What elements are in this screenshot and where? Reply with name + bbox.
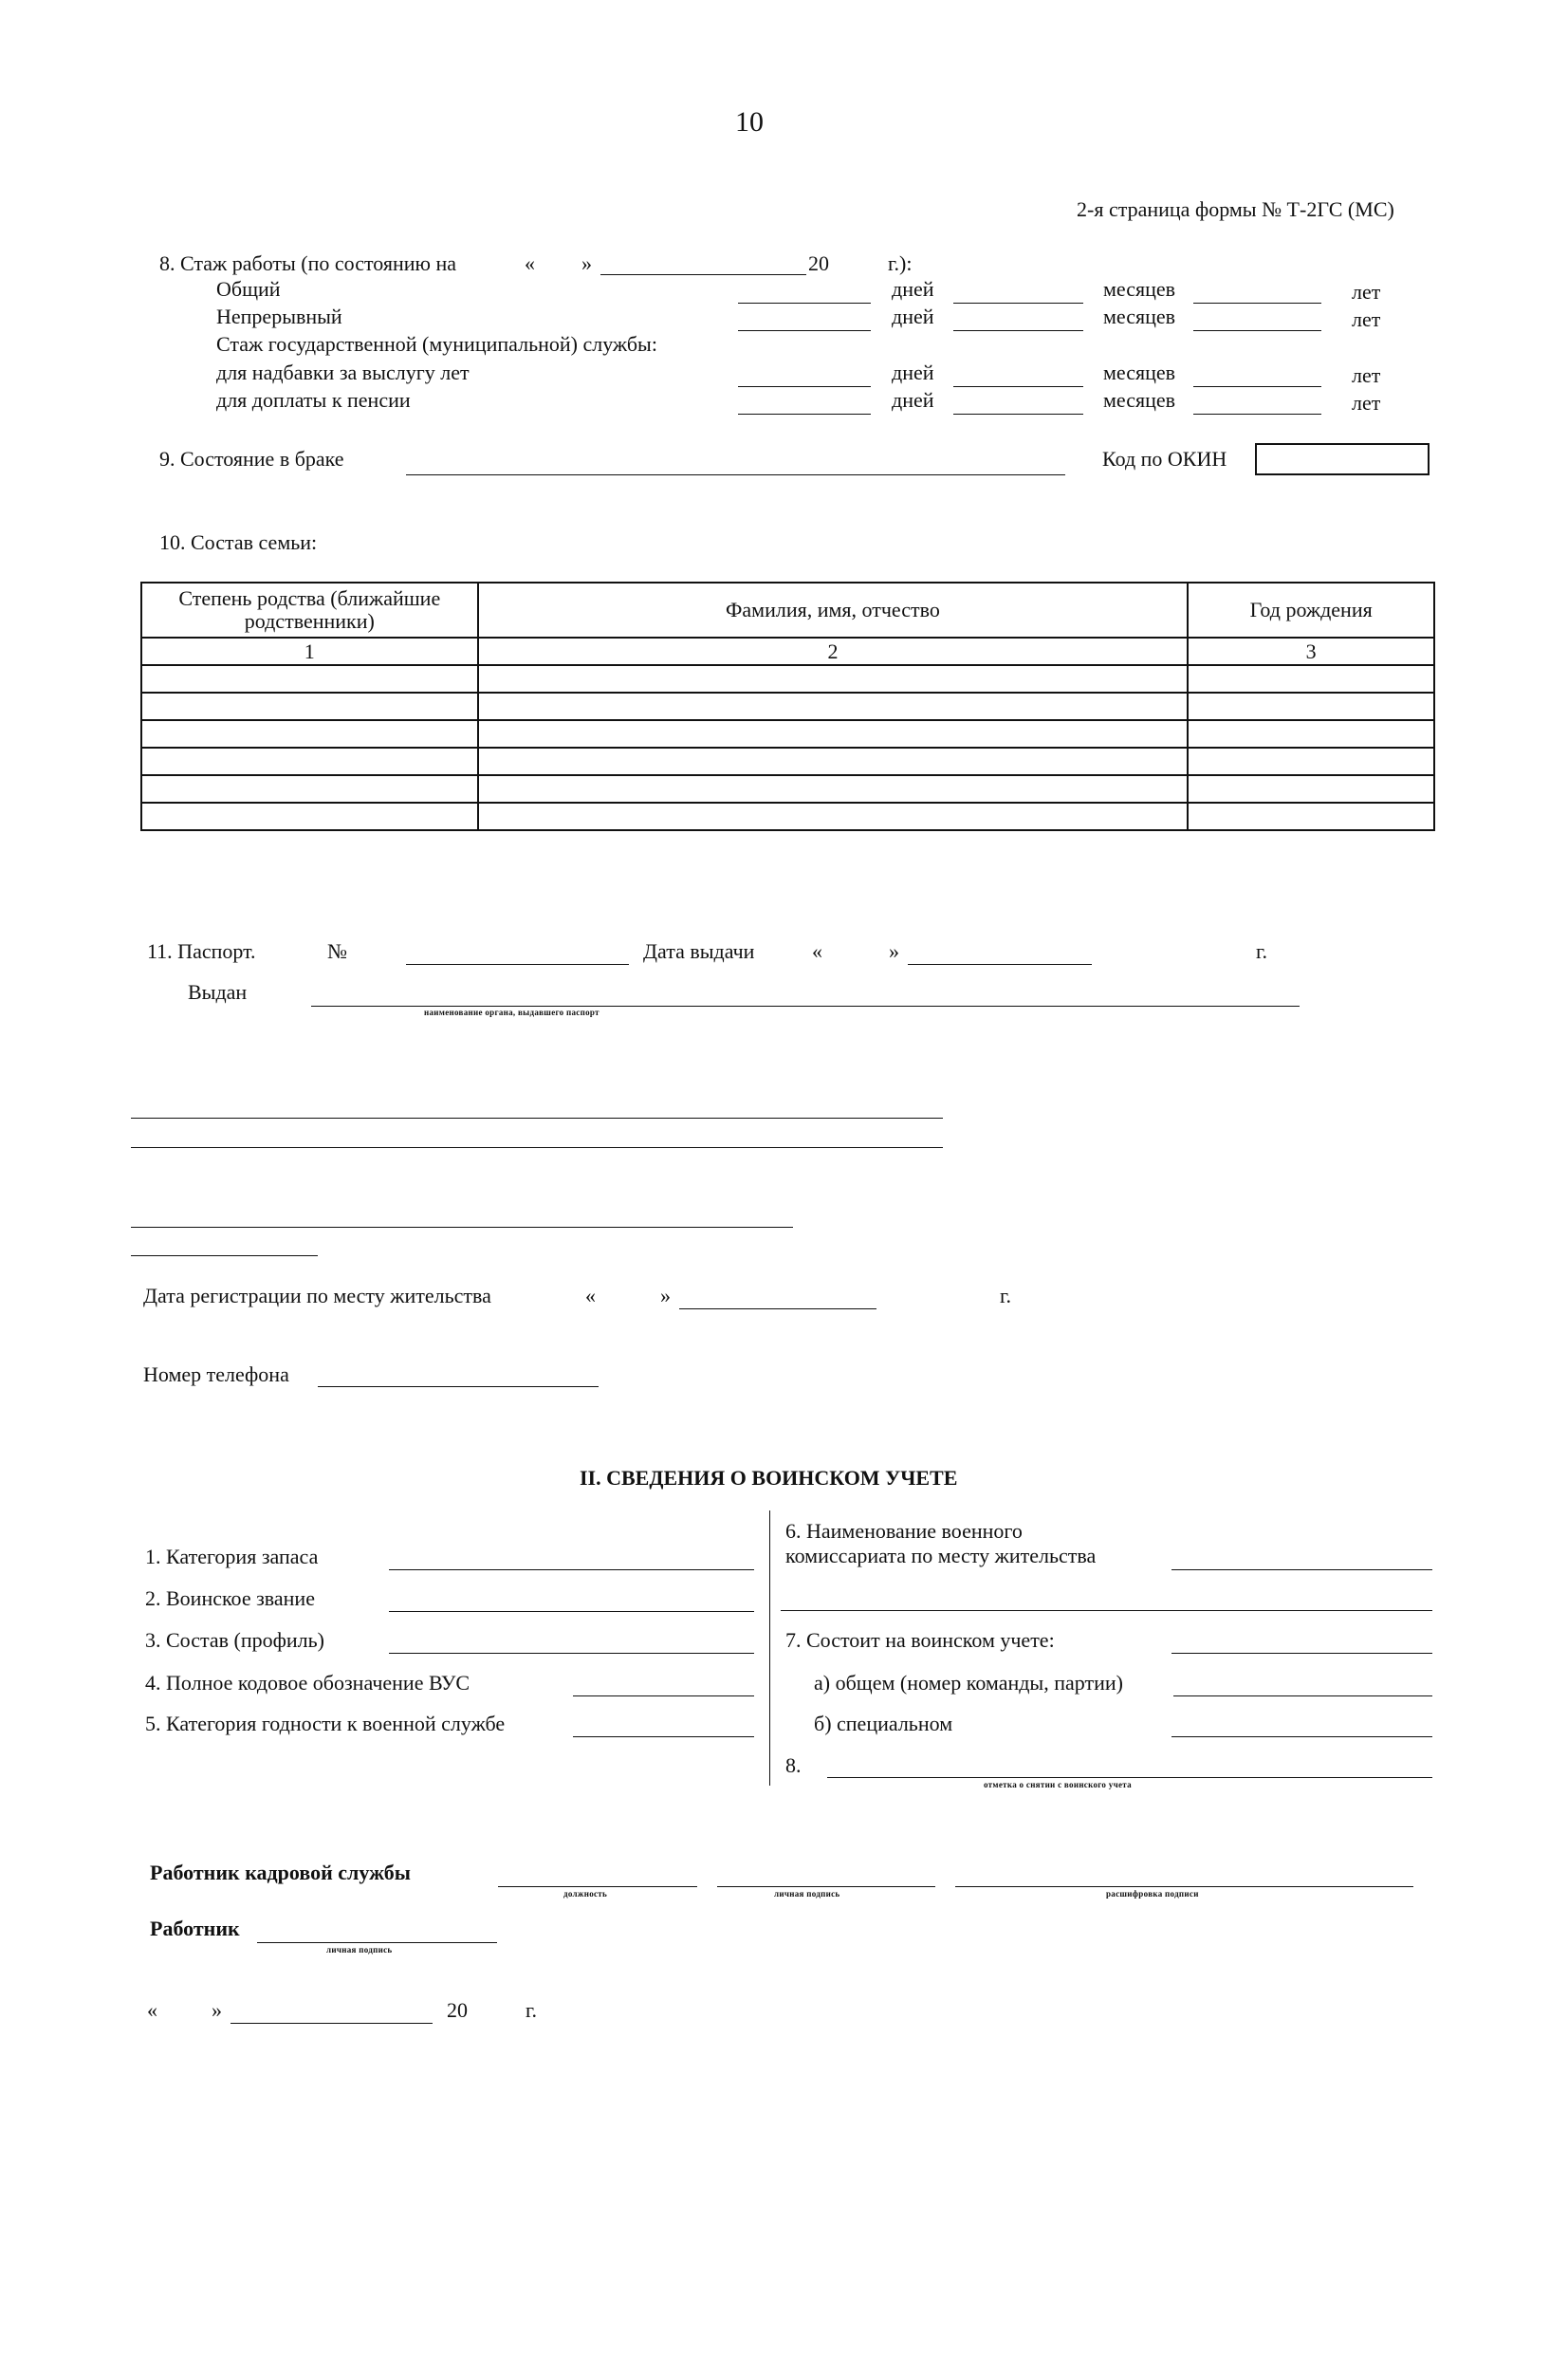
table-cell[interactable] [1188,720,1434,748]
worker-signature-caption: личная подпись [326,1945,393,1955]
years-label: лет [1352,363,1381,387]
experience-row-label: для надбавки за выслугу лет [216,361,470,384]
military-section-title: II. СВЕДЕНИЯ О ВОИНСКОМ УЧЕТЕ [580,1466,958,1490]
vus-code-blank[interactable] [573,1695,754,1696]
months-blank[interactable] [953,386,1083,387]
military-field-label: 5. Категория годности к военной службе [145,1712,506,1735]
issued-by-continuation-blank[interactable] [131,1147,943,1148]
years-blank[interactable] [1193,414,1321,415]
table-cell[interactable] [1188,803,1434,830]
table-cell[interactable] [1188,748,1434,775]
general-registration-label: а) общем (номер команды, партии) [814,1671,1123,1695]
years-label: лет [1352,391,1381,415]
signature-caption: личная подпись [774,1889,840,1899]
reserve-category-blank[interactable] [389,1569,754,1570]
days-label: дней [892,277,934,301]
months-label: месяцев [1103,305,1176,328]
worker-label: Работник [150,1917,240,1940]
issued-by-continuation-blank[interactable] [131,1118,943,1119]
year-prefix: 20 [808,251,829,275]
experience-row-label: для доплаты к пенсии [216,388,411,412]
year-prefix: 20 [447,1998,468,2022]
year-suffix: г. [1000,1284,1012,1307]
registration-date-blank[interactable] [679,1308,876,1309]
quote-close: » [581,251,592,275]
days-label: дней [892,361,934,384]
quote-open: « [525,251,535,275]
years-blank[interactable] [1193,386,1321,387]
marital-status-label: 9. Состояние в браке [159,447,344,471]
table-row [141,803,1434,830]
year-suffix: г.): [888,251,913,275]
military-registration-blank[interactable] [1171,1653,1432,1654]
composition-blank[interactable] [389,1653,754,1654]
commissariat-label: 6. Наименование военного [785,1519,1023,1543]
table-cell[interactable] [478,775,1189,803]
experience-row-label: Непрерывный [216,305,342,328]
military-rank-blank[interactable] [389,1611,754,1612]
year-suffix: г. [1256,939,1268,963]
quote-open: « [585,1284,596,1307]
column-number: 1 [141,638,478,665]
table-row [141,665,1434,693]
quote-close: » [889,939,899,963]
months-blank[interactable] [953,414,1083,415]
section-8-title: 8. Стаж работы (по состоянию на [159,251,457,275]
table-row [141,693,1434,720]
commissariat-blank[interactable] [781,1610,1432,1611]
days-blank[interactable] [738,414,871,415]
hr-signature-blank[interactable] [717,1886,935,1887]
table-row [141,720,1434,748]
page-number: 10 [735,106,764,138]
quote-close: » [660,1284,671,1307]
issued-by-label: Выдан [188,980,248,1004]
table-cell[interactable] [1188,665,1434,693]
months-blank[interactable] [953,330,1083,331]
deregistration-label: 8. [785,1753,802,1777]
column-header-relation: Степень родства (ближайшие родственники) [141,583,478,638]
year-suffix: г. [526,1998,538,2022]
table-cell[interactable] [141,720,478,748]
family-composition-label: 10. Состав семьи: [159,530,318,554]
deregistration-caption: отметка о снятии с воинского учета [984,1780,1132,1789]
special-registration-label: б) специальном [814,1712,953,1735]
phone-blank[interactable] [318,1386,599,1387]
deregistration-blank[interactable] [827,1777,1432,1778]
days-blank[interactable] [738,330,871,331]
family-table [140,582,1435,831]
table-cell[interactable] [141,775,478,803]
table-cell[interactable] [478,803,1189,830]
issued-by-blank[interactable] [311,1006,1300,1007]
days-label: дней [892,388,934,412]
experience-row-label: Общий [216,277,281,301]
months-blank[interactable] [953,303,1083,304]
quote-open: « [147,1998,157,2022]
days-label: дней [892,305,934,328]
passport-number-sign: № [327,939,347,963]
military-field-label: 2. Воинское звание [145,1586,315,1610]
hr-worker-label: Работник кадровой службы [150,1861,411,1884]
column-header-name: Фамилия, имя, отчество [478,583,1189,638]
years-blank[interactable] [1193,303,1321,304]
issued-by-caption: наименование органа, выдавшего паспорт [424,1008,600,1017]
years-label: лет [1352,307,1381,331]
table-cell[interactable] [141,748,478,775]
date-month-blank[interactable] [600,274,806,275]
military-field-label: 1. Категория запаса [145,1545,319,1568]
table-row [141,748,1434,775]
military-field-label: 4. Полное кодовое обозначение ВУС [145,1671,470,1695]
table-cell[interactable] [1188,775,1434,803]
months-label: месяцев [1103,388,1176,412]
column-number: 3 [1188,638,1434,665]
column-number: 2 [478,638,1189,665]
table-row [141,775,1434,803]
quote-close: » [212,1998,222,2022]
okin-code-label: Код по ОКИН [1102,447,1227,471]
hr-signature-decode-blank[interactable] [955,1886,1413,1887]
months-label: месяцев [1103,361,1176,384]
table-cell[interactable] [141,665,478,693]
form-reference: 2-я страница формы № Т-2ГС (МС) [1077,197,1394,221]
column-header-birth-year: Год рождения [1188,583,1434,638]
table-cell[interactable] [478,693,1189,720]
passport-label: 11. Паспорт. [147,939,256,963]
fitness-category-blank[interactable] [573,1736,754,1737]
issue-date-label: Дата выдачи [643,939,755,963]
table-cell[interactable] [1188,693,1434,720]
table-cell[interactable] [141,693,478,720]
days-blank[interactable] [738,386,871,387]
years-label: лет [1352,280,1381,304]
years-blank[interactable] [1193,330,1321,331]
extra-blank[interactable] [131,1227,793,1228]
worker-signature-blank[interactable] [257,1942,497,1943]
signature-date-blank[interactable] [231,2023,433,2024]
registration-label: Дата регистрации по месту жительства [143,1284,491,1307]
table-cell[interactable] [478,720,1189,748]
experience-row-label: Стаж государственной (муниципальной) службы: [216,332,657,356]
military-divider [769,1510,770,1786]
table-cell[interactable] [478,748,1189,775]
days-blank[interactable] [738,303,871,304]
table-number-row [141,638,1434,665]
hr-position-blank[interactable] [498,1886,697,1887]
signature-decode-caption: расшифровка подписи [1106,1889,1199,1899]
table-cell[interactable] [478,665,1189,693]
okin-code-box[interactable] [1255,443,1430,475]
issue-date-blank[interactable] [908,964,1092,965]
commissariat-label-line2: комиссариата по месту жительства [785,1544,1097,1567]
special-registration-blank[interactable] [1171,1736,1432,1737]
military-registration-label: 7. Состоит на воинском учете: [785,1628,1055,1652]
table-cell[interactable] [141,803,478,830]
months-label: месяцев [1103,277,1176,301]
marital-status-blank[interactable] [406,474,1065,475]
commissariat-blank[interactable] [1171,1569,1432,1570]
table-header-row [141,583,1434,638]
phone-label: Номер телефона [143,1362,289,1386]
passport-number-blank[interactable] [406,964,629,965]
quote-open: « [812,939,822,963]
position-caption: должность [563,1889,608,1899]
extra-blank[interactable] [131,1255,318,1256]
military-field-label: 3. Состав (профиль) [145,1628,324,1652]
general-registration-blank[interactable] [1173,1695,1432,1696]
